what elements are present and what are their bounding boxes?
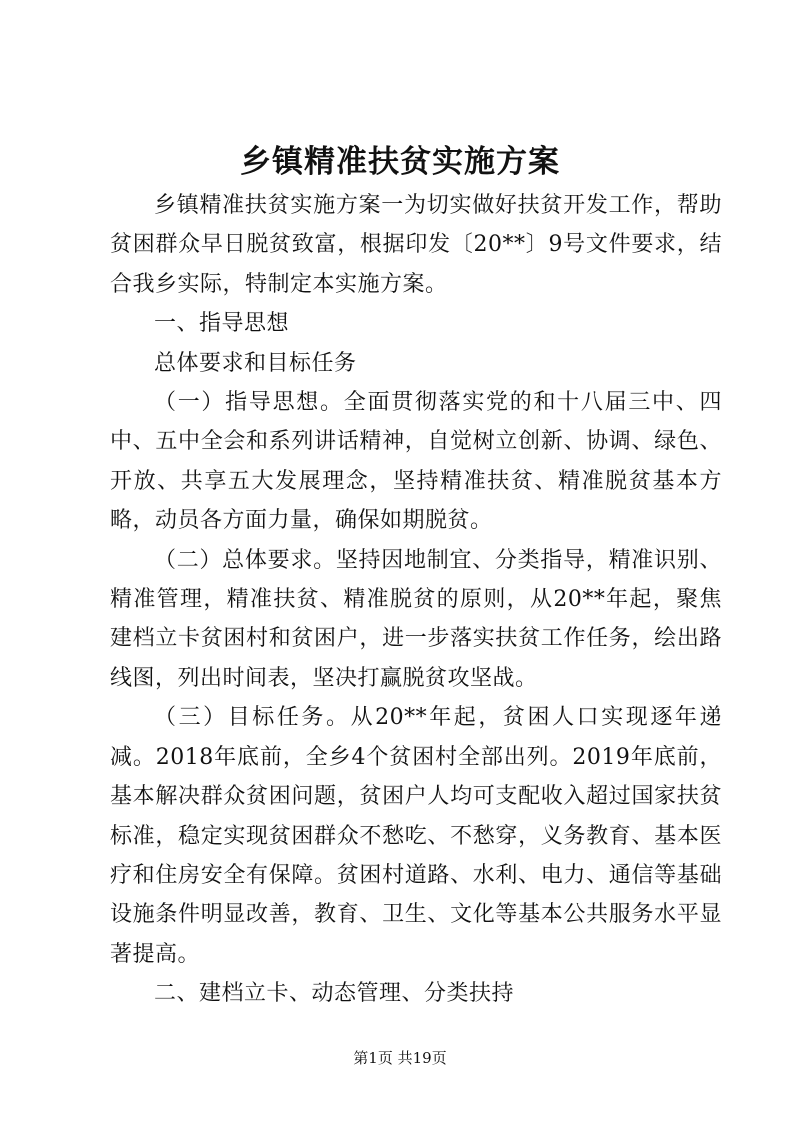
heading-filing-management: 二、建档立卡、动态管理、分类扶持 [154,981,515,1007]
paragraph-overall-requirements: （二）总体要求。坚持因地制宜、分类指导，精准识别、精准管理，精准扶贫、精准脱贫的原则，从20**年起，聚焦建档立卡贫困村和贫困户，进一步落实扶贫工作任务，绘出路线图，列出时间表，坚决打赢脱贫攻坚战。 [110,547,722,691]
page-title: 乡镇精准扶贫实施方案 [240,144,560,180]
document-body [110,186,722,1014]
page-number-footer: 第1页 共19页 [353,1049,447,1067]
heading-guiding-ideology: 一、指导思想 [154,311,290,337]
subheading-requirements-goals: 总体要求和目标任务 [154,350,357,376]
paragraph-intro: 乡镇精准扶贫实施方案一为切实做好扶贫开发工作，帮助贫困群众早日脱贫致富，根据印发〔20**〕9号文件要求，结合我乡实际，特制定本实施方案。 [110,193,722,297]
paragraph-target-tasks: （三）目标任务。从20**年起，贫困人口实现逐年递减。2018年底前，全乡4个贫困村全部出列。2019年底前，基本解决群众贫困问题，贫困户人均可支配收入超过国家扶贫标准，稳定实现贫困群众不愁吃、不愁穿，义务教育、基本医疗和住房安全有保障。贫困村道路、水利、电力、通信等基础设施条件明显改善，教育、卫生、文化等基本公共服务水平显著提高。 [110,705,722,967]
paragraph-guiding-ideology: （一）指导思想。全面贯彻落实党的和十八届三中、四中、五中全会和系列讲话精神，自觉树立创新、协调、绿色、开放、共享五大发展理念，坚持精准扶贫、精准脱贫基本方略，动员各方面力量，确保如期脱贫。 [110,390,722,534]
